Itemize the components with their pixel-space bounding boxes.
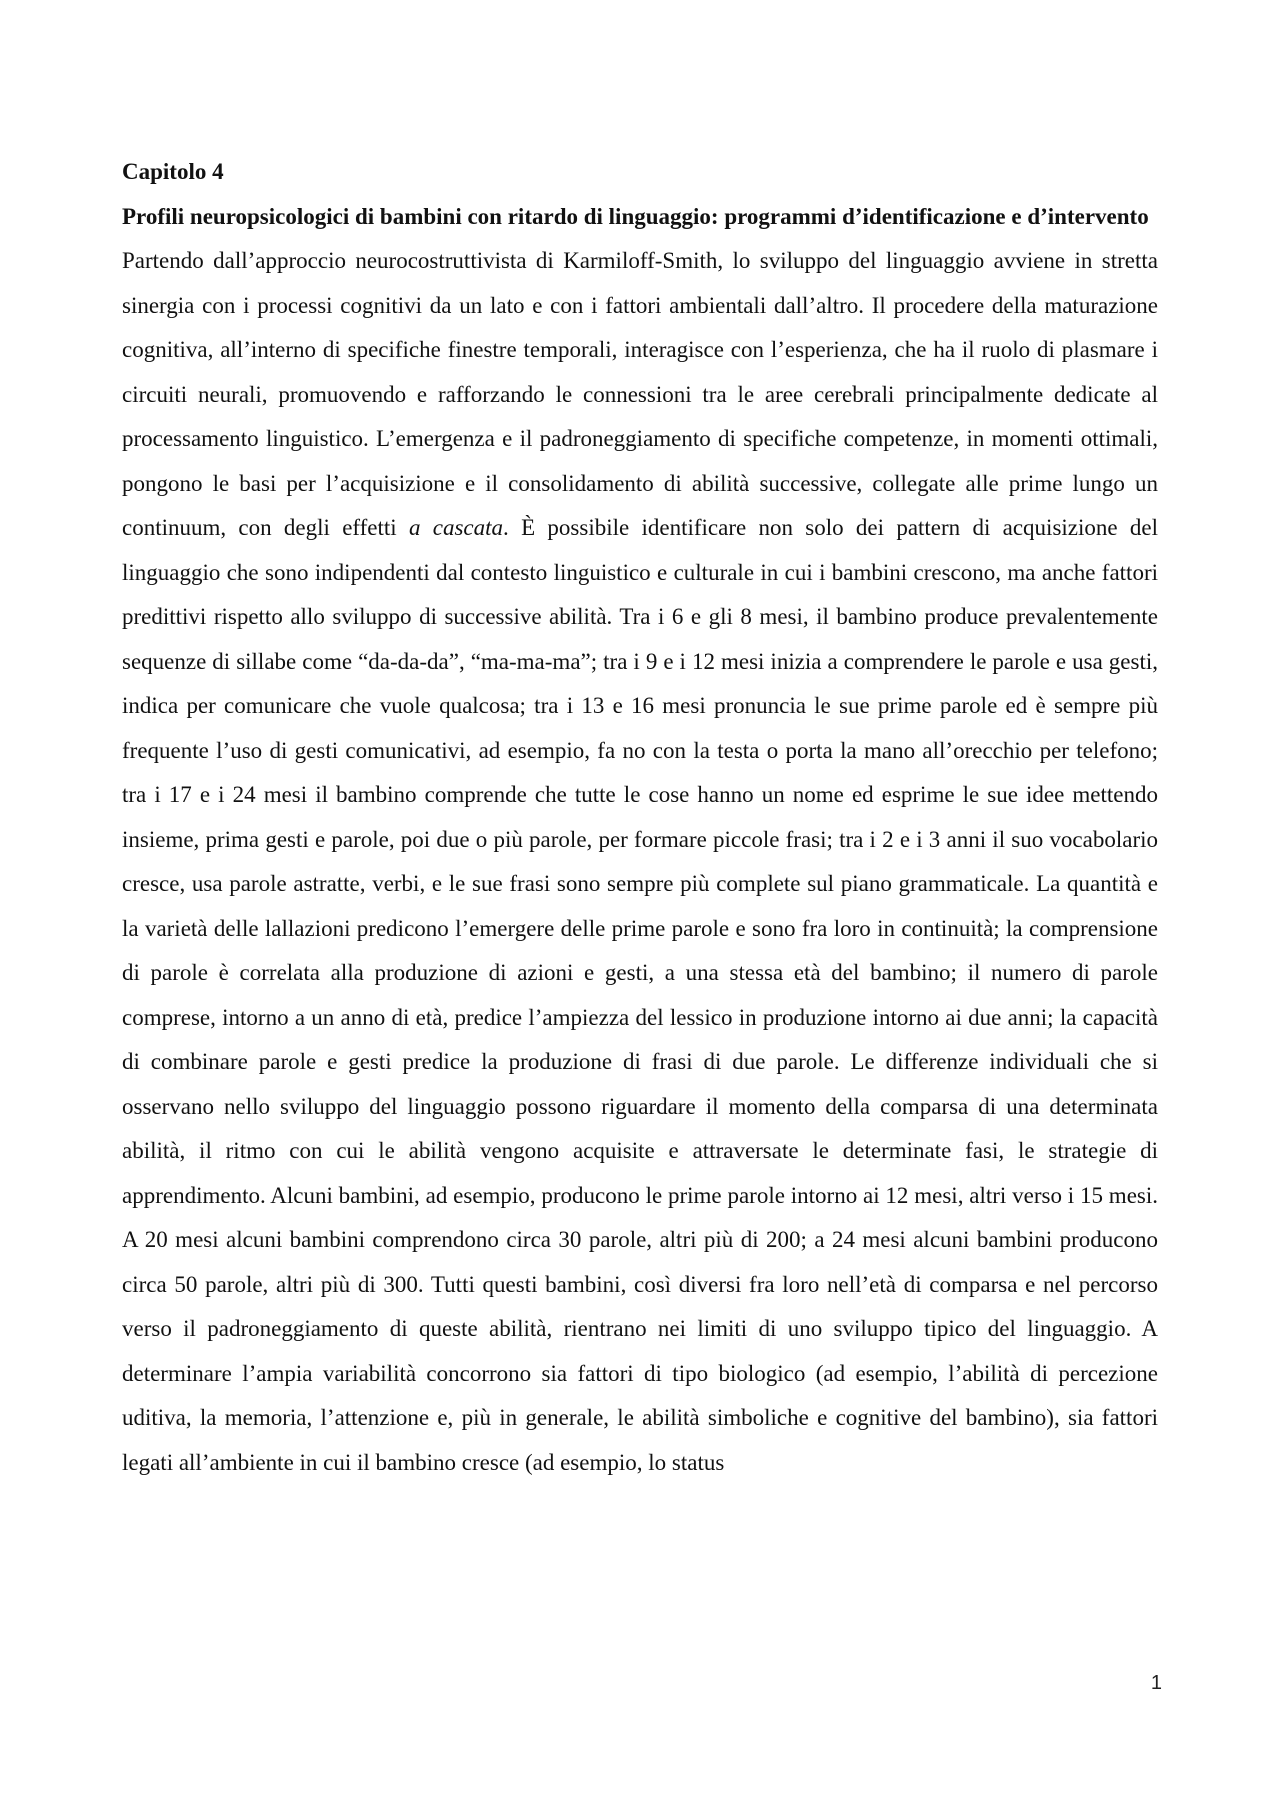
paragraph-italic-term: a cascata	[408, 515, 504, 540]
chapter-label: Capitolo 4	[122, 159, 224, 184]
page-number: 1	[1150, 1672, 1162, 1694]
page-content	[122, 150, 1158, 1485]
paragraph-text-start: Partendo dall’approccio neurocostruttivista di Karmiloff-Smith, lo sviluppo del linguaggio avviene in stretta sinergia con i processi cognitivi da un lato e con i fattori ambientali dall’altro. Il procedere della maturazione cognitiva, all’interno di specifiche finestre temporali, interagisce con l’esperienza, che ha il ruolo di plasmare i circuiti neurali, promuovendo e rafforzando le connessioni tra le aree cerebrali principalmente dedicate al processamento linguistico. L’emergenza e il padroneggiamento di specifiche competenze, in momenti ottimali, pongono le basi per l’acquisizione e il consolidamento di abilità successive, collegate alle prime lungo un continuum, con degli effetti	[122, 248, 1158, 540]
body-paragraph	[122, 239, 1158, 1485]
paragraph-text-end: . È possibile identificare non solo dei pattern di acquisizione del linguaggio che sono indipendenti dal contesto linguistico e culturale in cui i bambini crescono, ma anche fattori predittivi rispetto allo sviluppo di successive abilità. Tra i 6 e gli 8 mesi, il bambino produce prevalentemente sequenze di sillabe come “da-da-da”, “ma-ma-ma”; tra i 9 e i 12 mesi inizia a comprendere le parole e usa gesti, indica per comunicare che vuole qualcosa; tra i 13 e 16 mesi pronuncia le sue prime parole ed è sempre più frequente l’uso di gesti comunicativi, ad esempio, fa no con la testa o porta la mano all’orecchio per telefono; tra i 17 e i 24 mesi il bambino comprende che tutte le cose hanno un nome ed esprime le sue idee mettendo insieme, prima gesti e parole, poi due o più parole, per formare piccole frasi; tra i 2 e i 3 anni il suo vocabolario cresce, usa parole astratte, verbi, e le sue frasi sono sempre più complete sul piano grammaticale. La quantità e la varietà delle lallazioni predicono l’emergere delle prime parole e sono fra loro in continuità; la comprensione di parole è correlata alla produzione di azioni e gesti, a una stessa età del bambino; il numero di parole comprese, intorno a un anno di età, predice l’ampiezza del lessico in produzione intorno ai due anni; la capacità di combinare parole e gesti predice la produzione di frasi di due parole. Le differenze individuali che si osservano nello sviluppo del linguaggio possono riguardare il momento della comparsa di una determinata abilità, il ritmo con cui le abilità vengono acquisite e attraversate le determinate fasi, le strategie di apprendimento. Alcuni bambini, ad esempio, producono le prime parole intorno ai 12 mesi, altri verso i 15 mesi. A 20 mesi alcuni bambini comprendono circa 30 parole, altri più di 200; a 24 mesi alcuni bambini producono circa 50 parole, altri più di 300. Tutti questi bambini, così diversi fra loro nell’età di comparsa e nel percorso verso il padroneggiamento di queste abilità, rientrano nei limiti di uno sviluppo tipico del linguaggio. A determinare l’ampia variabilità concorrono sia fattori di tipo biologico (ad esempio, l’abilità di percezione uditiva, la memoria, l’attenzione e, più in generale, le abilità simboliche e cognitive del bambino), sia fattori legati all’ambiente in cui il bambino cresce (ad esempio, lo status	[122, 515, 1158, 1475]
chapter-title: Profili neuropsicologici di bambini con ritardo di linguaggio: programmi d’identificazione e d’intervento	[122, 203, 1149, 229]
